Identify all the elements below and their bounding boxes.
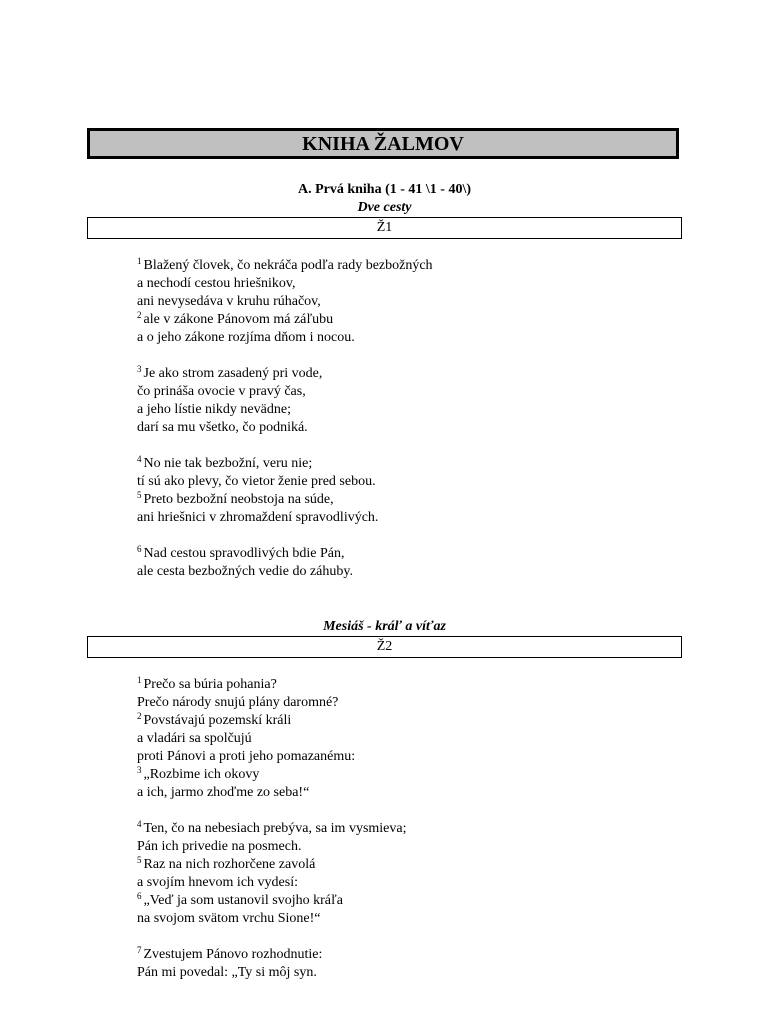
book-title: KNIHA ŽALMOV bbox=[87, 128, 679, 159]
verse-number: 7 bbox=[137, 945, 142, 955]
part-heading: A. Prvá kniha (1 - 41 \1 - 40\) bbox=[297, 182, 472, 197]
verse-line bbox=[137, 311, 657, 329]
verse-text: darí sa mu všetko, čo podniká. bbox=[137, 420, 308, 435]
verse-line bbox=[137, 676, 657, 694]
verse-text: proti Pánovi a proti jeho pomazanému: bbox=[137, 749, 356, 764]
verse-text: Pán mi povedal: „Ty si môj syn. bbox=[137, 965, 317, 980]
verse-line bbox=[137, 401, 657, 419]
verse-text: Povstávajú pozemskí králi bbox=[143, 713, 292, 728]
verse-text: Prečo sa búria pohania? bbox=[143, 677, 277, 692]
verse-text: Blažený človek, čo nekráča podľa rady bezbožných bbox=[143, 258, 433, 273]
verse-text: ani nevysedáva v kruhu rúhačov, bbox=[137, 294, 321, 309]
verse-line bbox=[137, 383, 657, 401]
verse-line bbox=[137, 455, 657, 473]
verse-text: Ten, čo na nebesiach prebýva, sa im vysmieva; bbox=[143, 821, 407, 836]
verse-line bbox=[137, 748, 657, 766]
stanza-gap bbox=[137, 928, 657, 946]
verse-number: 3 bbox=[137, 364, 142, 374]
verse-line bbox=[137, 694, 657, 712]
verse-text: ale cesta bezbožných vedie do záhuby. bbox=[137, 564, 353, 579]
verse-line bbox=[137, 964, 657, 982]
verse-text: Pán ich privedie na posmech. bbox=[137, 839, 302, 854]
verse-line bbox=[137, 329, 657, 347]
psalm1-verses bbox=[137, 257, 657, 581]
verse-number: 3 bbox=[137, 765, 142, 775]
verse-text: ale v zákone Pánovom má záľubu bbox=[143, 312, 334, 327]
psalm1-title: Dve cesty bbox=[357, 200, 412, 215]
verse-text: a ich, jarmo zhoďme zo seba!“ bbox=[137, 785, 310, 800]
verse-text: „Veď ja som ustanovil svojho kráľa bbox=[143, 893, 343, 908]
verse-line bbox=[137, 874, 657, 892]
verse-line bbox=[137, 563, 657, 581]
verse-line bbox=[137, 784, 657, 802]
verse-text: čo prináša ovocie v pravý čas, bbox=[137, 384, 306, 399]
verse-number: 4 bbox=[137, 819, 142, 829]
verse-text: Preto bezbožní neobstoja na súde, bbox=[143, 492, 334, 507]
verse-text: a o jeho zákone rozjíma dňom i nocou. bbox=[137, 330, 355, 345]
stanza-gap bbox=[137, 802, 657, 820]
verse-line bbox=[137, 712, 657, 730]
verse-text: a vladári sa spolčujú bbox=[137, 731, 252, 746]
psalm2-title: Mesiáš - kráľ a víťaz bbox=[323, 619, 446, 634]
verse-text: na svojom svätom vrchu Sione!“ bbox=[137, 911, 321, 926]
verse-line bbox=[137, 257, 657, 275]
psalm1-label-box bbox=[87, 217, 682, 239]
psalm2-verses bbox=[137, 676, 657, 982]
verse-text: Prečo národy snujú plány daromné? bbox=[137, 695, 339, 710]
verse-text: a nechodí cestou hriešnikov, bbox=[137, 276, 296, 291]
verse-number: 4 bbox=[137, 454, 142, 464]
verse-line bbox=[137, 365, 657, 383]
verse-line bbox=[137, 820, 657, 838]
psalm1-label: Ž1 bbox=[376, 220, 393, 235]
verse-text: Raz na nich rozhorčene zavolá bbox=[143, 857, 316, 872]
verse-text: Nad cestou spravodlivých bdie Pán, bbox=[143, 546, 345, 561]
verse-line bbox=[137, 545, 657, 563]
verse-line bbox=[137, 275, 657, 293]
stanza-gap bbox=[137, 437, 657, 455]
psalm2-label-box bbox=[87, 636, 682, 658]
stanza-gap bbox=[137, 527, 657, 545]
stanza-gap bbox=[137, 347, 657, 365]
verse-number: 1 bbox=[137, 256, 142, 266]
verse-line bbox=[137, 892, 657, 910]
verse-text: „Rozbime ich okovy bbox=[143, 767, 260, 782]
verse-line bbox=[137, 946, 657, 964]
verse-number: 1 bbox=[137, 675, 142, 685]
verse-line bbox=[137, 910, 657, 928]
verse-number: 5 bbox=[137, 490, 142, 500]
verse-number: 2 bbox=[137, 711, 142, 721]
verse-text: tí sú ako plevy, čo vietor ženie pred sebou. bbox=[137, 474, 376, 489]
psalm2-label: Ž2 bbox=[376, 639, 393, 654]
verse-line bbox=[137, 856, 657, 874]
verse-number: 2 bbox=[137, 310, 142, 320]
verse-text: ani hriešnici v zhromaždení spravodlivých. bbox=[137, 510, 379, 525]
verse-line bbox=[137, 509, 657, 527]
verse-line bbox=[137, 293, 657, 311]
verse-number: 5 bbox=[137, 855, 142, 865]
verse-text: Zvestujem Pánovo rozhodnutie: bbox=[143, 947, 323, 962]
verse-line bbox=[137, 491, 657, 509]
verse-number: 6 bbox=[137, 544, 142, 554]
verse-line bbox=[137, 766, 657, 784]
verse-line bbox=[137, 730, 657, 748]
verse-text: a svojím hnevom ich vydesí: bbox=[137, 875, 298, 890]
verse-line bbox=[137, 473, 657, 491]
verse-text: Je ako strom zasadený pri vode, bbox=[143, 366, 323, 381]
verse-text: a jeho lístie nikdy nevädne; bbox=[137, 402, 291, 417]
verse-line bbox=[137, 838, 657, 856]
verse-text: No nie tak bezbožní, veru nie; bbox=[143, 456, 313, 471]
verse-number: 6 bbox=[137, 891, 142, 901]
verse-line bbox=[137, 419, 657, 437]
